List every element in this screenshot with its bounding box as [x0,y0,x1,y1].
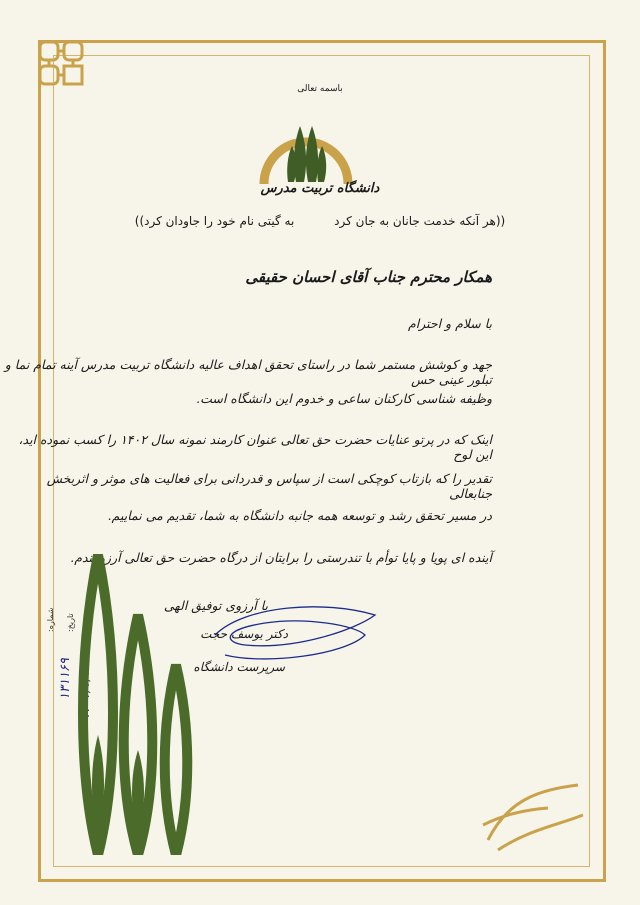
paragraph1-line2: وظیفه شناسی کارکنان ساعی و خدوم این دانشگاه است. [196,391,492,406]
paragraph2-line3: در مسیر تحقق رشد و توسعه همه جانبه دانشگاه به شما، تقدیم می نماییم. [107,508,492,523]
registration-number-label: شماره: [46,607,55,632]
signer-name: دکتر یوسف حجت [200,627,288,641]
signer-position: سرپرست دانشگاه [193,660,285,674]
motto-part-1: ((هر آنکه خدمت جانان به جان کرد [334,214,506,228]
motto-line [0,214,640,228]
closing-phrase: با آرزوی توفیق الهی [163,598,268,613]
paragraph2-line2: تقدیر را که بازتاب کوچکی است از سپاس و قدردانی برای فعالیت های موثر و اثربخش جنابعالی [46,471,492,501]
paragraph3: آینده ای پویا و پایا توأم با تندرستی را برایتان از درگاه حضرت حق تعالی آرزومندم. [70,550,492,565]
decorative-trees-icon [58,535,208,855]
registration-date: ۱۴۰۳/۲/۲۵ [78,662,93,720]
motto-part-2: به گیتی نام خود را جاودان کرد)) [134,214,295,228]
addressee: همکار محترم جناب آقای احسان حقیقی [245,268,492,286]
paragraph2-line1: اینک که در پرتو عنایات حضرت حق تعالی عنوان کارمند نمونه سال ۱۴۰۲ را کسب نموده اید، این لوح [18,432,492,462]
invocation-text: باسمه تعالی [297,84,343,94]
motto-emblem-icon [478,770,588,860]
registration-number: ۱۳۱۱۶۹ [58,658,73,700]
registration-date-label: تاریخ: [66,613,75,632]
paragraph1-line1: جهد و کوشش مستمر شما در راستای تحقق اهداف عالیه دانشگاه تربیت مدرس آینه تمام نما و تبلور عینی حس [4,357,492,387]
university-name: دانشگاه تربیت مدرس [260,181,380,196]
greeting: با سلام و احترام [408,316,492,331]
